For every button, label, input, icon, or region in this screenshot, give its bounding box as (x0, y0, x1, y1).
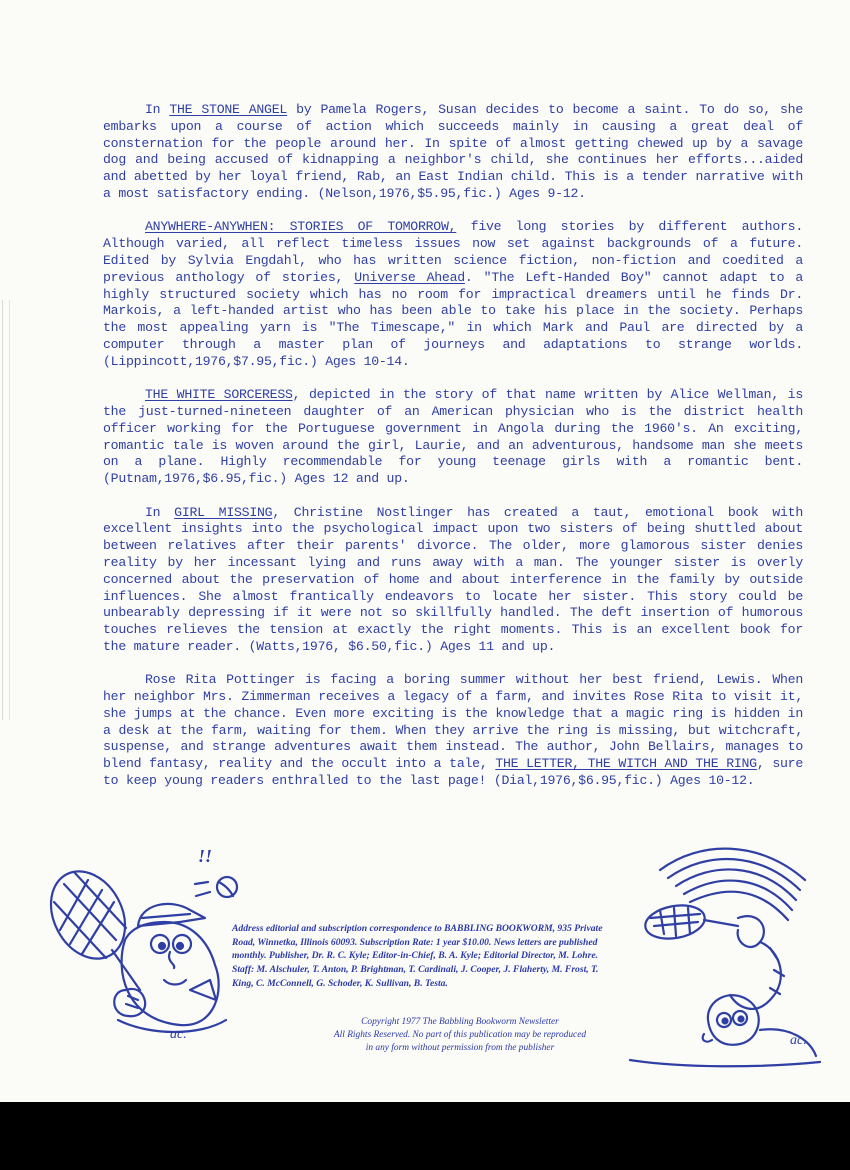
review-text: . "The Left-Handed Boy" cannot adapt to a highly structured society which has no room for impractical dreamers until he finds Dr. Markois, a left-handed artist who has been able to take his place in the society. Perhaps the most appealing yarn is "The Timescape," in which Mark and Paul are directed by a computer through a master plan of journeys and adaptations to strange worlds. (Lippincott,1976,$7.95,fic.) Ages 10-14. (103, 269, 803, 369)
artist-signature: ac. (790, 1033, 807, 1048)
review-stone-angel (103, 102, 803, 203)
book-title: ANYWHERE-ANYWHEN: STORIES OF TOMORROW, (145, 219, 457, 235)
review-text: , sure to keep young readers enthralled to the last page! (Dial,1976,$6.95,fic.) Ages 10-12. (103, 756, 804, 789)
bookworm-tennis-cartoon-right (620, 830, 845, 1080)
bookworm-tennis-cartoon-left (30, 840, 260, 1055)
review-anywhere-anywhen (103, 219, 803, 370)
review-girl-missing (103, 505, 803, 656)
review-text: by Pamela Rogers, Susan decides to become a saint. To do so, she embarks upon a course of action which succeeds mainly in causing a great deal of consternation for the people around her. In spite of almost getting chewed up by a savage dog and being accused of kidnapping a neighbor's child, she continues her efforts...aided and abetted by her loyal friend, Rab, an East Indian child. This is a tender narrative with a most satisfactory ending. (Nelson,1976,$5.95,fic.) Ages 9-12. (103, 102, 803, 201)
review-text: , Christine Nostlinger has created a taut, emotional book with excellent insights into the psychological impact upon two sisters of being shuttled about between relatives after their parents' divorce. The older, more glamorous sister denies reality by her incessant lying and runs away with a man. The younger sister is overly concerned about the preservation of home and about interference in the family by outside influences. She almost frantically endeavors to locate her sister. This story could be unbearably depressing if it were not so skillfully handled. The deft insertion of humorous touches relieves the tension at exactly the right moments. This is an excellent book for the mature reader. (Watts,1976, $6.50,fic.) Ages 11 and up. (103, 504, 804, 654)
review-white-sorceress (103, 387, 803, 488)
book-title: THE STONE ANGEL (169, 102, 288, 117)
book-title: THE WHITE SORCERESS (145, 387, 293, 403)
exclaim-text: !! (198, 846, 213, 866)
reviews-column (103, 102, 803, 806)
book-title: THE LETTER, THE WITCH AND THE RING (495, 756, 757, 772)
review-text: Rose Rita Pottinger is facing a boring summer without her best friend, Lewis. When her neighbor Mrs. Zimmerman receives a legacy of a farm, and invites Rose Rita to visit it, she jumps at the chance. Even more exciting is the knowledge that a magic ring is hidden in a desk at the farm, waiting for them. When they arrive the ring is missing, but witchcraft, suspense, and strange adventures await them instead. The author, John Bellairs, manages to blend fantasy, reality and the occult into a tale, (103, 672, 803, 772)
copyright-line: Copyright 1977 The Babbling Bookworm Newsletter (361, 1017, 559, 1027)
review-text: In (145, 504, 175, 520)
review-text: five long stories by different authors. Although varied, all reflect timeless issues now set against backgrounds of a future. Edited by Sylvia Engdahl, who has written science fiction, non-fiction and coedited a previous anthology of stories, (103, 219, 803, 285)
artist-signature: ac. (170, 1027, 187, 1042)
copyright-line: All Rights Reserved. No part of this publication may be reproduced (333, 1029, 587, 1040)
review-text: , depicted in the story of that name written by Alice Wellman, is the just-turned-nineteen daughter of an American physician who is the district health officer working for the Portuguese government in Angola during the 1960's. An exciting, romantic tale is woven around the girl, Laurie, and an adventurous, handsome man she meets on a plane. Highly recommendable for young teenage girls with a romantic bent. (Putnam,1976,$6.95,fic.) Ages 12 and up. (103, 387, 803, 487)
scan-edge-marks (2, 300, 10, 720)
copyright-notice (300, 1016, 620, 1054)
book-title: GIRL MISSING (174, 504, 273, 520)
review-text: In (145, 102, 170, 117)
masthead-address: Address editorial and subscription correspondence to BABBLING BOOKWORM, 935 Private Road, Winnetka, Illinois 60093. Subscription Rate: 1 year $10.00. News letters are published monthly. Publisher, Dr. R. C. Kyle; Editor-in-Chief, B. A. Kyle; Editorial Director, M. Lohre. Staff: M. Alschuler, T. Anton, P. Brightman, T. Cardinali, J. Cooper, J. Flaherty, M. Frost, T. King, C. McConnell, G. Schoder, K. Sullivan, B. Testa. (232, 923, 603, 989)
review-letter-witch-ring (103, 672, 803, 790)
copyright-line: in any form without permission from the publisher (365, 1042, 555, 1053)
masthead-info (232, 922, 622, 991)
book-title: Universe Ahead (354, 269, 465, 285)
